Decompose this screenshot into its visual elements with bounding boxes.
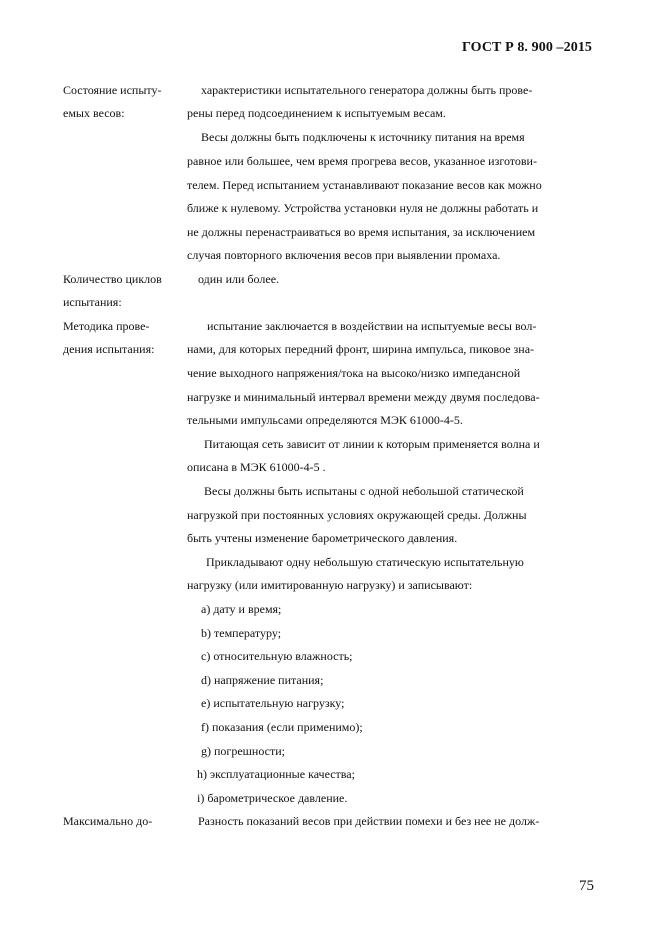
body-line: один или более. xyxy=(198,272,280,286)
list-item: f) показания (если применимо); xyxy=(201,720,363,734)
list-item: e) испытательную нагрузку; xyxy=(201,696,345,710)
body-line: рены перед подсоединением к испытуемым весам. xyxy=(187,106,446,120)
body-line: нагрузку (или имитированную нагрузку) и записывают: xyxy=(187,578,473,592)
page-header: ГОСТ Р 8. 900 –2015 xyxy=(462,40,593,55)
body-line: чение выходного напряжения/тока на высоко/низко импедансной xyxy=(187,366,521,380)
section-label: испытания: xyxy=(63,295,122,309)
body-line: тельными импульсами определяются МЭК 61000-4-5. xyxy=(187,413,463,427)
list-item: a) дату и время; xyxy=(201,602,282,616)
list-item: h) эксплуатационные качества; xyxy=(197,767,355,781)
body-line: равное или большее, чем время прогрева весов, указанное изготови- xyxy=(187,154,537,168)
body-line: описана в МЭК 61000-4-5 . xyxy=(187,460,326,474)
list-item: c) относительную влажность; xyxy=(201,649,353,663)
body-line: ближе к нулевому. Устройства установки нуля не должны работать и xyxy=(187,201,539,215)
body-line: нагрузкой при постоянных условиях окружающей среды. Должны xyxy=(187,508,527,522)
body-line: Прикладывают одну небольшую статическую испытательную xyxy=(206,555,524,569)
body-line: случая повторного включения весов при выявлении промаха. xyxy=(187,248,501,262)
body-line: Весы должны быть подключены к источнику питания на время xyxy=(201,130,525,144)
section-label: Методика прове- xyxy=(63,319,150,333)
body-line: телем. Перед испытанием устанавливают показание весов как можно xyxy=(187,178,542,192)
body-line: характеристики испытательного генератора должны быть прове- xyxy=(201,83,533,97)
body-line: Питающая сеть зависит от линии к которым применяется волна и xyxy=(204,437,540,451)
body-line: нагрузке и минимальный интервал времени между двумя последова- xyxy=(187,390,540,404)
list-item: i) барометрическое давление. xyxy=(197,791,348,805)
section-label: Количество циклов xyxy=(63,272,162,286)
body-line: Разность показаний весов при действии помехи и без нее не долж- xyxy=(198,814,540,828)
section-label: дения испытания: xyxy=(63,342,155,356)
list-item: g) погрешности; xyxy=(201,744,285,758)
section-label: Состояние испыту- xyxy=(63,83,162,97)
section-label: Максимально до- xyxy=(63,814,153,828)
page-number: 75 xyxy=(579,878,594,894)
body-line: нами, для которых передний фронт, ширина импульса, пиковое зна- xyxy=(187,342,535,356)
body-line: быть учтены изменение барометрического давления. xyxy=(187,531,458,545)
list-item: d) напряжение питания; xyxy=(201,673,324,687)
body-line: не должны перенастраиваться во время испытания, за исключением xyxy=(187,225,536,239)
list-item: b) температуру; xyxy=(201,626,282,640)
body-line: испытание заключается в воздействии на испытуемые весы вол- xyxy=(207,319,537,333)
body-line: Весы должны быть испытаны с одной небольшой статической xyxy=(204,484,524,498)
section-label: емых весов: xyxy=(63,106,125,120)
